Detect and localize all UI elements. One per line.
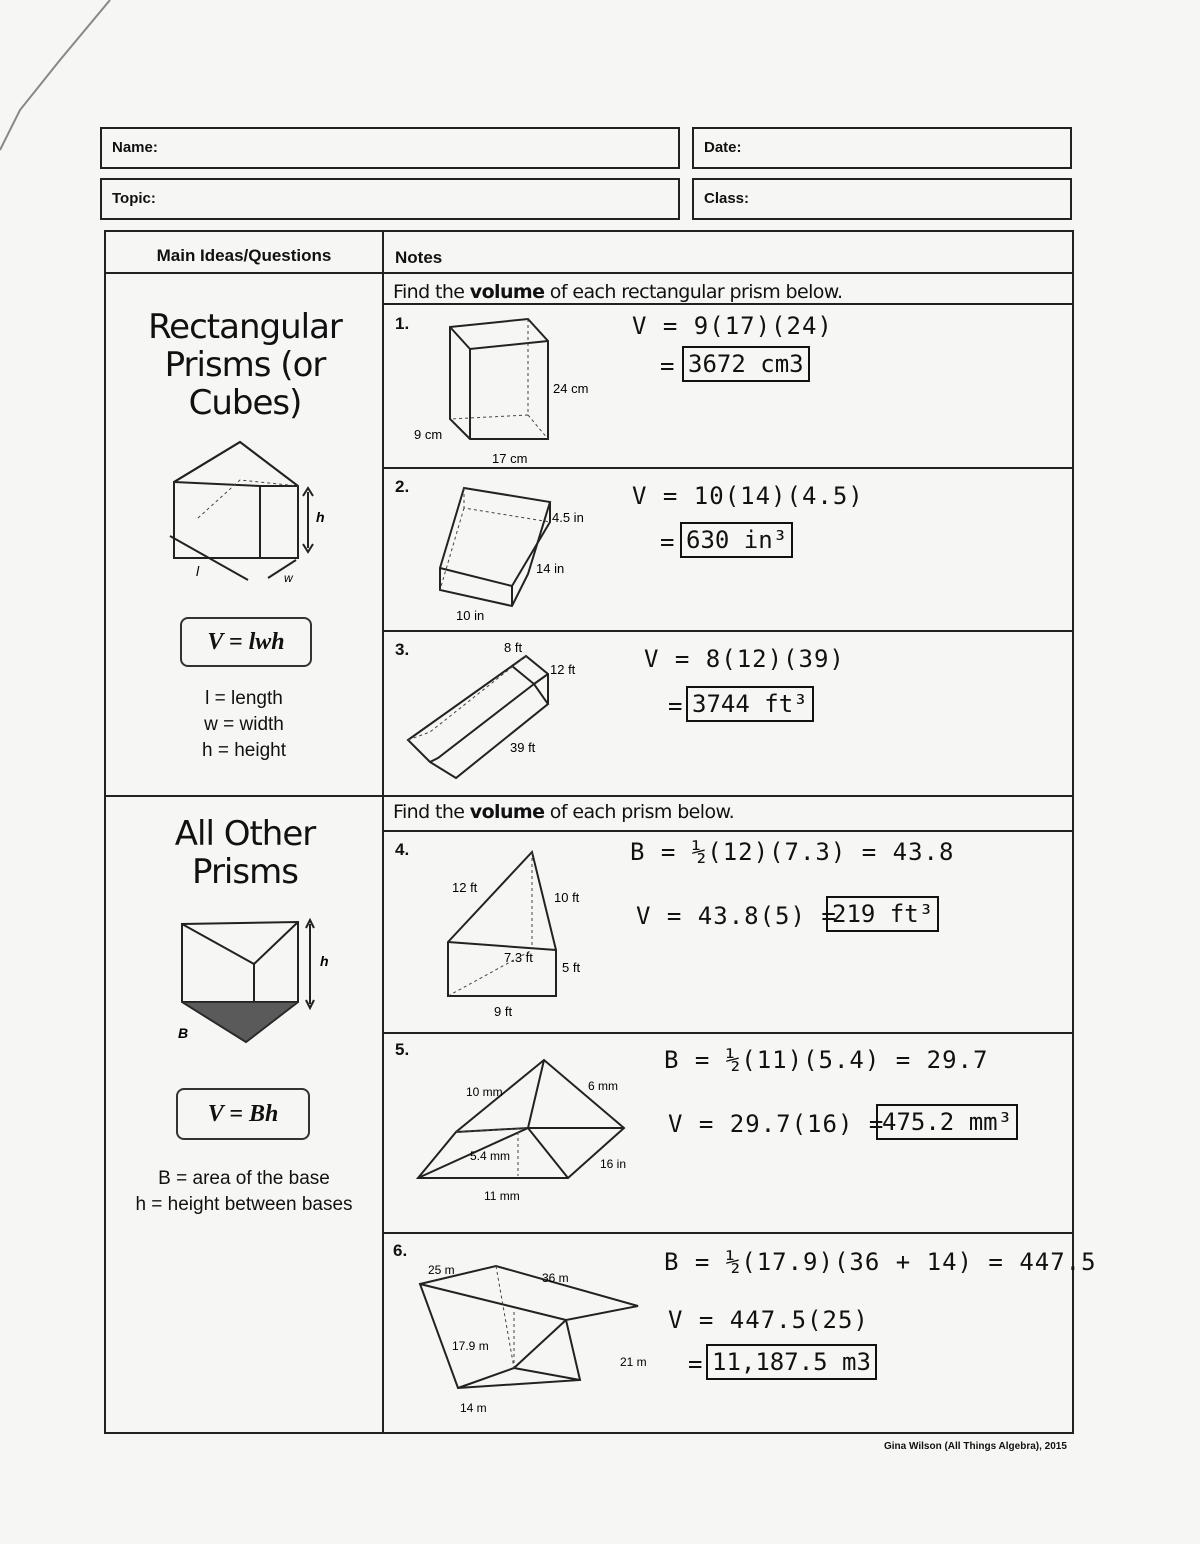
all-other-prisms-title: All Other Prisms	[174, 814, 316, 892]
dim-label: 21 m	[620, 1355, 647, 1369]
topic-label: Topic:	[112, 190, 156, 207]
dim-label: 11 mm	[484, 1189, 520, 1203]
problem-number: 1.	[395, 314, 410, 333]
problem-5-diagram	[410, 1052, 650, 1212]
problem-3-work: V = 8(12)(39)	[644, 645, 845, 673]
problem-5-base-work: B = ½(11)(5.4) = 29.7	[664, 1046, 989, 1074]
problem-1-diagram	[410, 315, 610, 467]
row-divider	[382, 1232, 1074, 1234]
row-divider	[382, 1032, 1074, 1034]
diagram-label-B: B	[178, 1025, 189, 1041]
rectangular-prism-diagram	[160, 440, 340, 590]
equals-sign: =	[660, 352, 676, 380]
problem-4-answer: 219 ft³	[826, 896, 939, 932]
dim-label: 7.3 ft	[504, 950, 533, 965]
column-divider	[382, 230, 384, 1434]
triangular-prism-diagram	[170, 910, 350, 1050]
dim-label: 16 in	[600, 1157, 627, 1171]
dim-label: 24 cm	[553, 381, 589, 396]
formula-v-lwh: V = lwh	[180, 617, 312, 667]
topic-field[interactable]	[100, 178, 680, 220]
notes-header: Notes	[395, 248, 443, 267]
instruction-prism: Find the volume of each prism below.	[393, 801, 735, 823]
dim-label: 4.5 in	[552, 510, 584, 525]
class-label: Class:	[704, 190, 750, 207]
problem-1-work: V = 9(17)(24)	[632, 312, 833, 340]
problem-5-answer: 475.2 mm³	[876, 1104, 1018, 1140]
problem-2-diagram	[420, 482, 620, 627]
row-divider	[382, 467, 1074, 469]
dim-label: 12 ft	[452, 880, 478, 895]
legend-height-bases: h = height between bases	[135, 1194, 353, 1215]
dim-label: 8 ft	[504, 640, 523, 655]
dim-label: 6 mm	[588, 1079, 618, 1093]
dim-label: 14 m	[460, 1401, 487, 1415]
header-row-divider	[104, 272, 1074, 274]
diagram-label-h: h	[316, 509, 325, 525]
formula-v-bh: V = Bh	[176, 1088, 310, 1140]
dim-label: 10 in	[456, 608, 485, 623]
problem-1-answer: 3672 cm3	[682, 346, 810, 382]
dim-label: 14 in	[536, 561, 565, 576]
dim-label: 10 ft	[554, 890, 580, 905]
legend-base-area: B = area of the base	[158, 1168, 330, 1189]
row-divider	[382, 830, 1074, 832]
problem-number: 2.	[395, 477, 410, 496]
dim-label: 10 mm	[466, 1085, 503, 1099]
problem-6-answer: 11,187.5 m3	[706, 1344, 877, 1380]
problem-5-work: V = 29.7(16) =	[668, 1110, 885, 1138]
credit-line: Gina Wilson (All Things Algebra), 2015	[884, 1441, 1067, 1452]
dim-label: 17 cm	[492, 451, 528, 466]
dim-label: 25 m	[428, 1263, 455, 1277]
dim-label: 39 ft	[510, 740, 536, 755]
dim-label: 9 cm	[414, 427, 443, 442]
problem-6-base-work: B = ½(17.9)(36 + 14) = 447.5	[664, 1248, 1097, 1276]
dim-label: 9 ft	[494, 1004, 513, 1019]
equals-sign: =	[668, 692, 684, 720]
legend-length: l = length	[205, 688, 283, 709]
row-divider	[382, 303, 1074, 305]
dim-label: 12 ft	[550, 662, 576, 677]
dim-label: 5 ft	[562, 960, 581, 975]
rectangular-prisms-title: Rectangular Prisms (or Cubes)	[148, 307, 342, 423]
equals-sign: =	[688, 1350, 704, 1378]
main-ideas-header: Main Ideas/Questions	[156, 246, 332, 265]
instruction-rect: Find the volume of each rectangular prism below.	[393, 281, 843, 303]
dim-label: 17.9 m	[452, 1339, 489, 1353]
legend-height: h = height	[202, 740, 286, 761]
rect-legend	[104, 686, 384, 764]
prism-legend	[104, 1166, 384, 1218]
name-label: Name:	[112, 139, 158, 156]
problem-4-work: V = 43.8(5) =	[636, 902, 837, 930]
class-field[interactable]	[692, 178, 1072, 220]
problem-4-base-work: B = ½(12)(7.3) = 43.8	[630, 838, 955, 866]
legend-width: w = width	[204, 714, 284, 735]
name-field[interactable]	[100, 127, 680, 169]
problem-3-answer: 3744 ft³	[686, 686, 814, 722]
diagram-label-w: w	[284, 571, 293, 585]
diagram-label-l: l	[196, 563, 200, 579]
problem-3-diagram	[400, 636, 600, 786]
problem-number: 6.	[393, 1241, 408, 1260]
problem-6-diagram	[410, 1256, 670, 1421]
problem-2-answer: 630 in³	[680, 522, 793, 558]
problem-6-work: V = 447.5(25)	[668, 1306, 869, 1334]
diagram-label-h2: h	[320, 953, 329, 969]
section-divider	[104, 795, 1074, 797]
date-field[interactable]	[692, 127, 1072, 169]
date-label: Date:	[704, 139, 742, 156]
problem-2-work: V = 10(14)(4.5)	[632, 482, 864, 510]
dim-label: 5.4 mm	[470, 1149, 511, 1163]
problem-number: 4.	[395, 840, 410, 859]
problem-4-diagram	[440, 846, 610, 1026]
dim-label: 36 m	[542, 1271, 569, 1285]
problem-number: 5.	[395, 1040, 410, 1059]
row-divider	[382, 630, 1074, 632]
equals-sign: =	[660, 528, 676, 556]
problem-number: 3.	[395, 640, 410, 659]
